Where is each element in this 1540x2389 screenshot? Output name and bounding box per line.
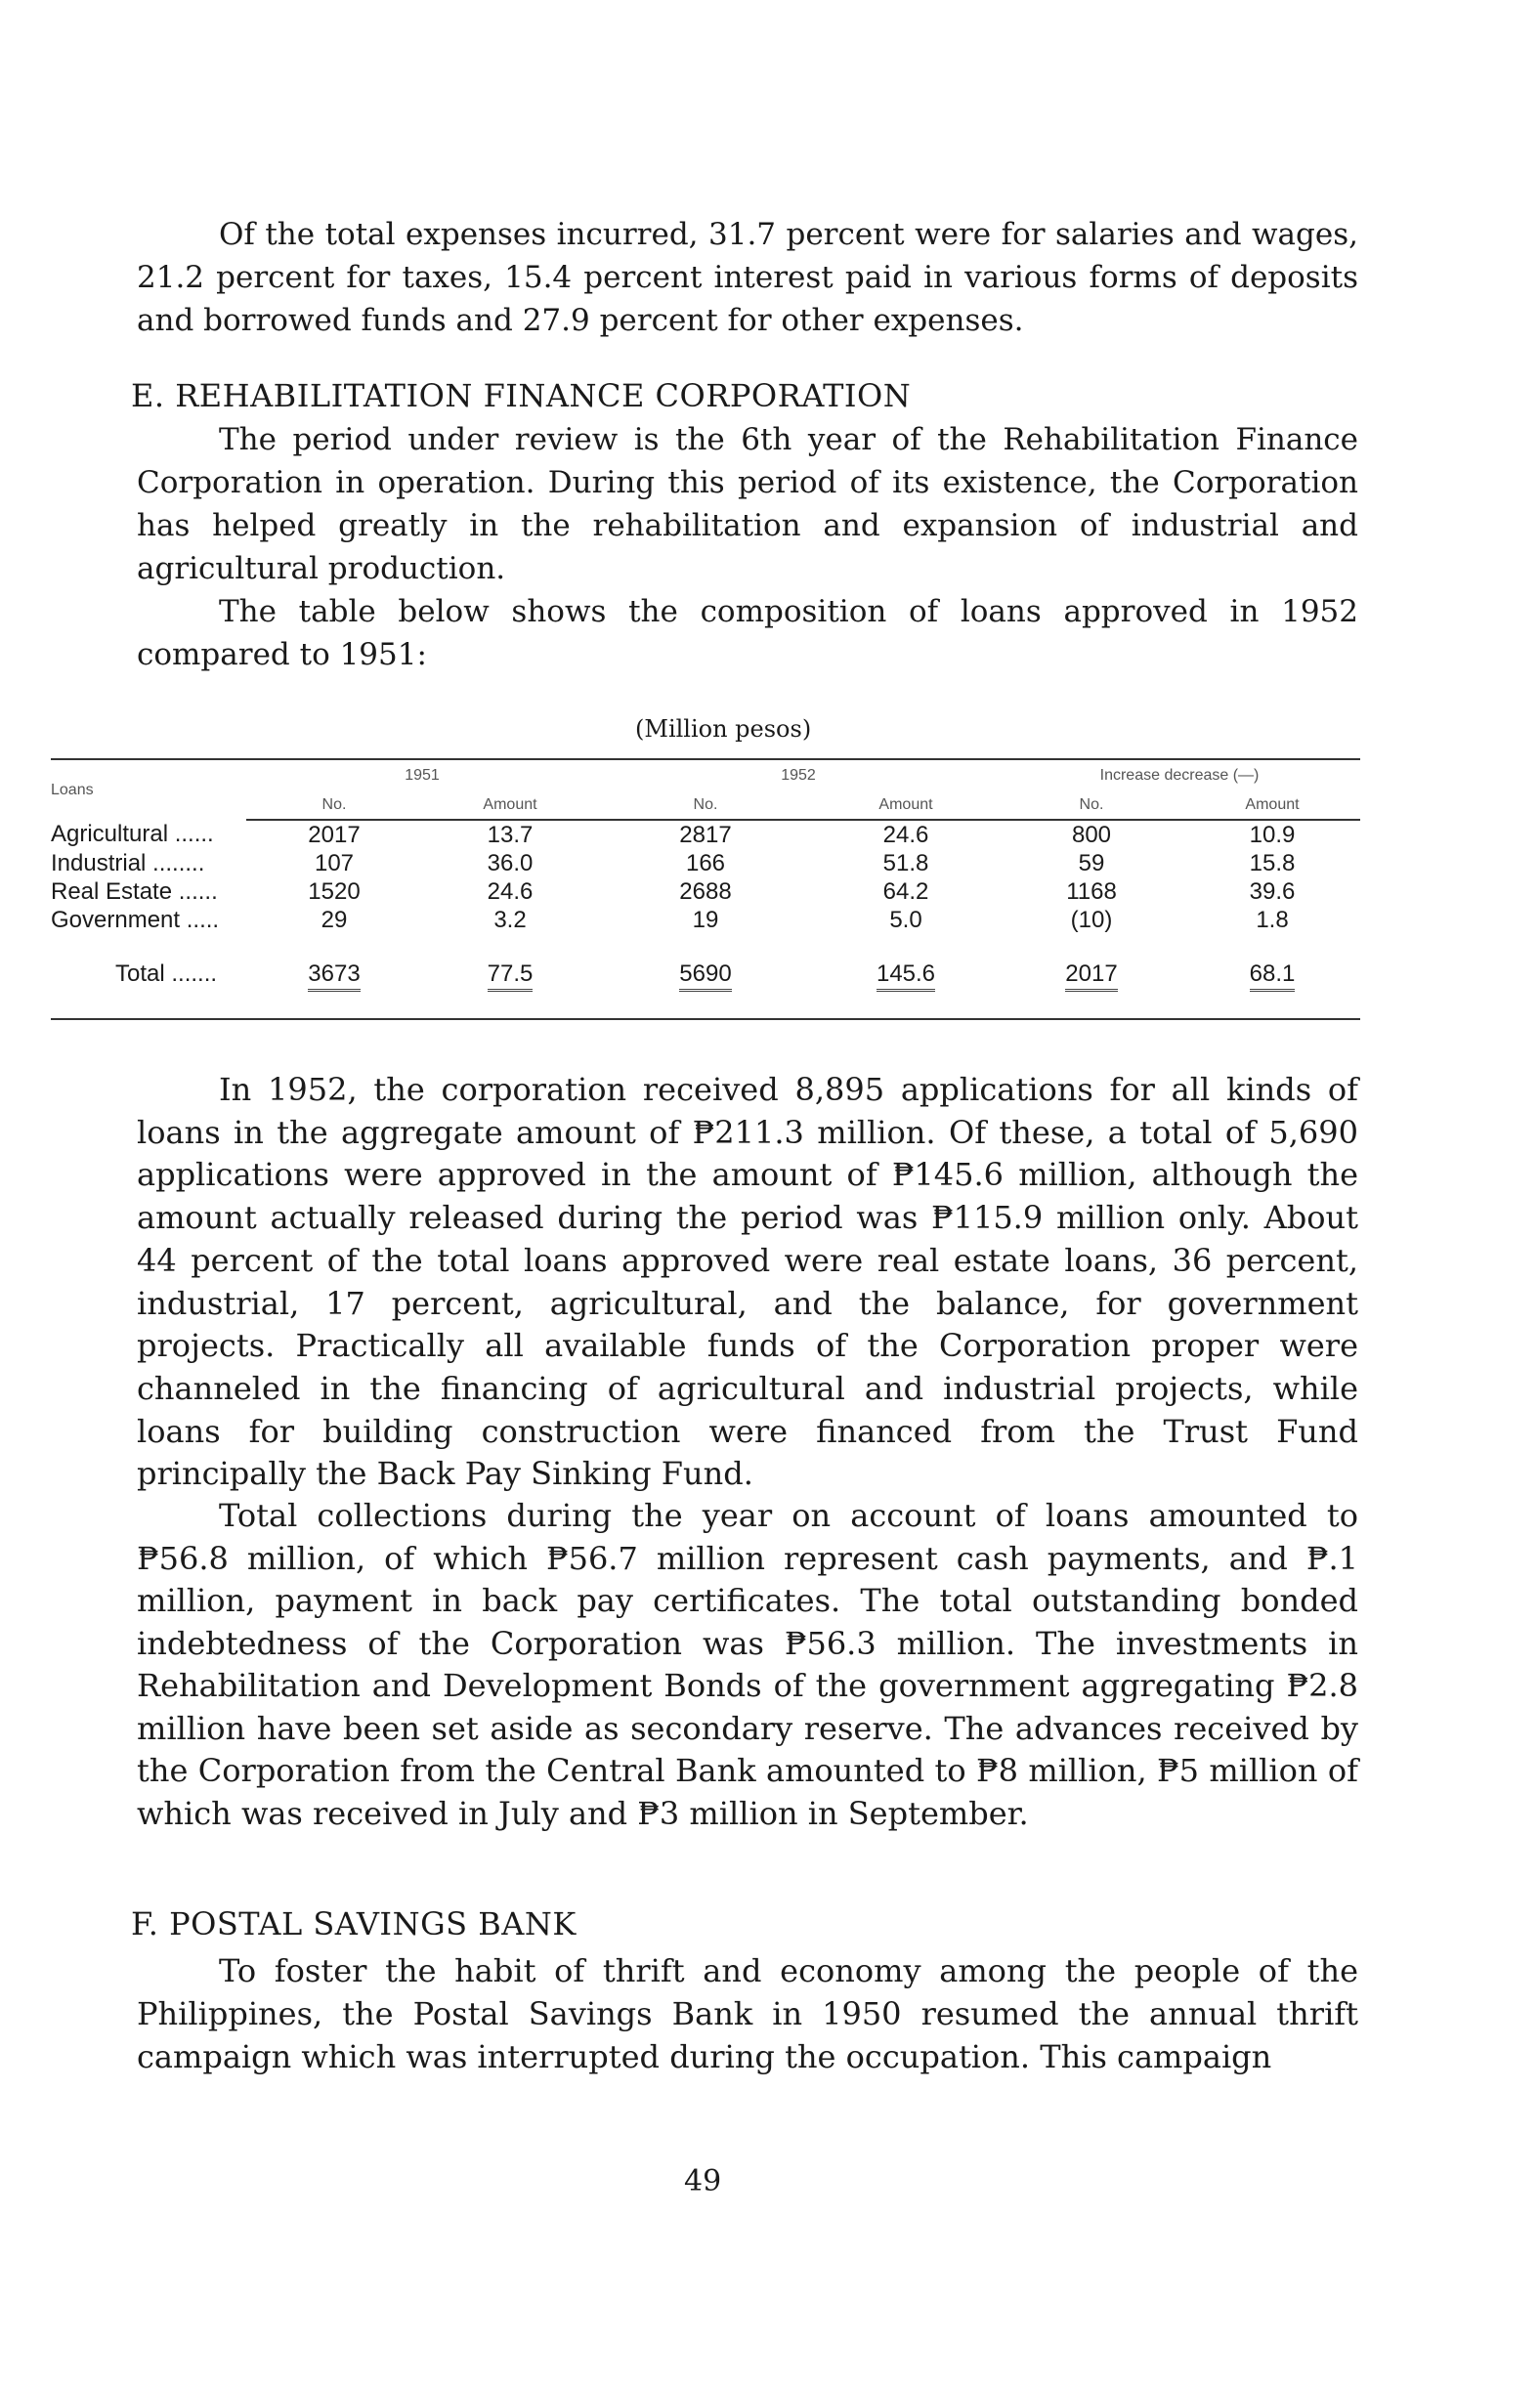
table-intro-paragraph: The table below shows the composition of loans approved in 1952 compared to 1951:	[137, 594, 1358, 672]
postal-paragraph: To foster the habit of thrift and economy among the people of the Philippines, the Postal Savings Bank in 1950 resumed the annual thrift campaign which was interrupted during the occupation. This campaign	[137, 1952, 1358, 2075]
table-cell: 2817	[679, 821, 732, 848]
subcol-header: Amount	[422, 791, 598, 820]
table-cell: 59	[1078, 849, 1105, 876]
row-header: Loans	[51, 759, 246, 820]
total-cell: 68.1	[1250, 960, 1296, 992]
table-cell: (10)	[1070, 906, 1113, 933]
expenses-paragraph: Of the total expenses incurred, 31.7 percent were for salaries and wages, 21.2 percent for taxes, 15.4 percent interest paid in various forms of deposits and borrowed funds and 27.9 percent for other expenses.	[137, 217, 1358, 338]
table-cell: 5.0	[889, 906, 922, 933]
table-cell: 1168	[1066, 877, 1117, 905]
table-cell: 24.6	[487, 877, 534, 905]
total-cell: 77.5	[488, 960, 534, 992]
table-cell: 1.8	[1256, 906, 1289, 933]
total-cell: 145.6	[877, 960, 935, 992]
table-cell: 166	[685, 849, 726, 876]
table-cell: 3.2	[493, 906, 527, 933]
group-header-change: Increase decrease (—)	[999, 759, 1360, 791]
table-cell: 2017	[308, 821, 361, 848]
table-cell: 36.0	[487, 849, 534, 876]
page-number: 49	[684, 2164, 722, 2198]
subcol-header: No.	[999, 791, 1184, 820]
table-cell: 19	[692, 906, 719, 933]
table-cell: 39.6	[1249, 877, 1296, 905]
collections-paragraph: Total collections during the year on account of loans amounted to ₱56.8 million, of which ₱56.7 million represent cash payments, and ₱.1 million, payment in back pay certificates. The total outstanding bonded indebtedness of the Corporation was ₱56.3 million. The investments in Rehabilitation and Development Bonds of the government aggregating ₱2.8 million have been set aside as secondary reserve. The advances received by the Corporation from the Central Bank amounted to ₱8 million, ₱5 million of which was received in July and ₱3 million in September.	[137, 1497, 1358, 1832]
row-label: Industrial ........	[51, 849, 205, 876]
table-cell: 24.6	[882, 821, 929, 848]
total-cell: 2017	[1065, 960, 1117, 992]
table-caption: (Million pesos)	[635, 715, 812, 743]
row-label: Government .....	[51, 906, 220, 933]
table-row	[51, 906, 1360, 934]
subcol-header: No.	[598, 791, 813, 820]
total-cell: 5690	[679, 960, 731, 992]
total-label: Total .......	[115, 960, 218, 987]
group-header-1951: 1951	[246, 759, 598, 791]
group-header-1952: 1952	[598, 759, 999, 791]
table-cell: 107	[314, 849, 355, 876]
table-cell: 29	[321, 906, 348, 933]
applications-paragraph: In 1952, the corporation received 8,895 applications for all kinds of loans in the aggregate amount of ₱211.3 million. Of these, a total of 5,690 applications were approved in the amount of ₱145.6 million, although the amount actually released during the period was ₱115.9 million only. About 44 percent of the total loans approved were real estate loans, 36 percent, industrial, 17 percent, agricultural, and the balance, for government projects. Practically all available funds of the Corporation proper were channeled in the financing of agricultural and industrial projects, while loans for building construction were financed from the Trust Fund principally the Back Pay Sinking Fund.	[137, 1071, 1358, 1493]
section-e-heading: E. REHABILITATION FINANCE CORPORATION	[131, 377, 912, 414]
table-cell: 10.9	[1249, 821, 1296, 848]
table-cell: 64.2	[882, 877, 929, 905]
subcol-header: Amount	[1184, 791, 1360, 820]
table-row	[51, 877, 1360, 906]
table-cell: 51.8	[882, 849, 929, 876]
table-cell: 800	[1071, 821, 1112, 848]
table-row	[51, 849, 1360, 877]
table-cell: 13.7	[487, 821, 534, 848]
total-cell: 3673	[308, 960, 360, 992]
rfc-intro-paragraph: The period under review is the 6th year of the Rehabilitation Finance Corporation in operation. During this period of its existence, the Corporation has helped greatly in the rehabilitation and expansion of industrial and agricultural production.	[137, 422, 1358, 586]
row-label: Real Estate ......	[51, 877, 218, 905]
table-row	[51, 820, 1360, 849]
loans-table	[51, 758, 1360, 1020]
subcol-header: Amount	[813, 791, 999, 820]
table-bottom-rule	[51, 1008, 1360, 1019]
table-cell: 2688	[679, 877, 732, 905]
row-label: Agricultural ......	[51, 821, 214, 847]
table-cell: 1520	[308, 877, 361, 905]
table-cell: 15.8	[1249, 849, 1296, 876]
total-row	[51, 934, 1360, 1008]
section-f-heading: F. POSTAL SAVINGS BANK	[131, 1905, 577, 1942]
subcol-header: No.	[246, 791, 422, 820]
